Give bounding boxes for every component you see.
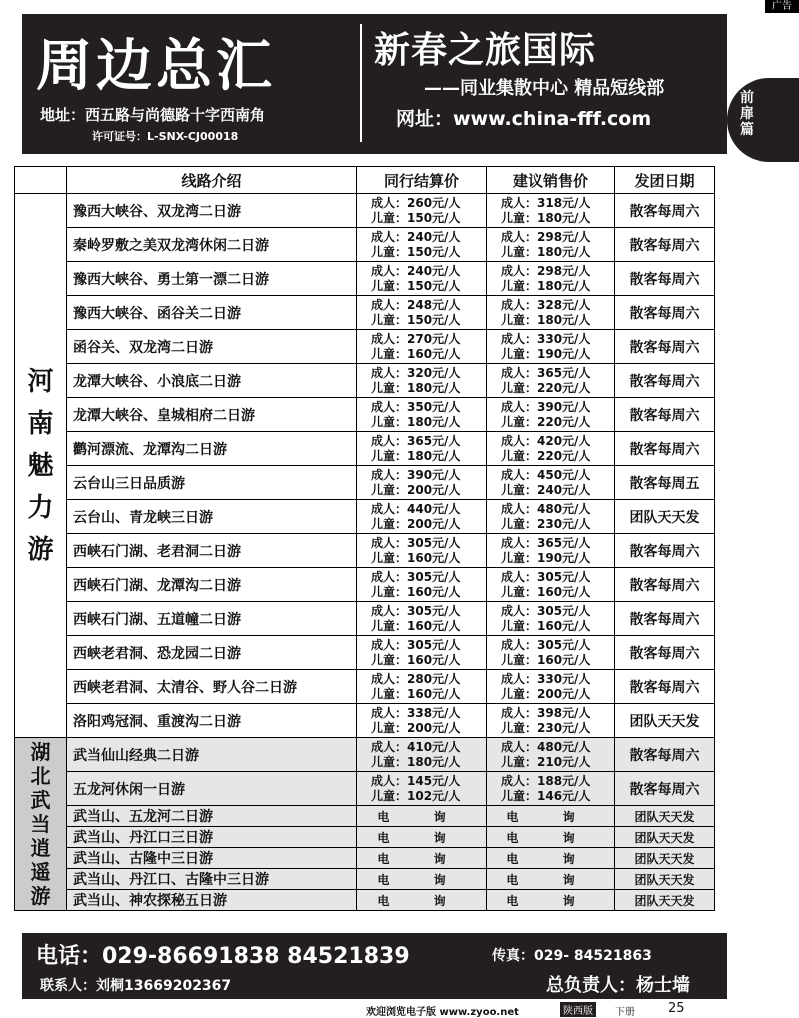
general-manager: 总负责人：杨士墙 [546, 975, 690, 996]
table-row [15, 228, 715, 262]
agent-price-adult: 成人：145元/人 [371, 773, 461, 788]
route-name: 西峡石门湖、龙潭沟二日游 [67, 568, 357, 602]
table-row [15, 890, 715, 911]
route-name: 西峡石门湖、五道幢二日游 [67, 602, 357, 636]
depart-schedule: 团队天天发 [615, 827, 715, 848]
retail-price-adult: 成人：330元/人 [501, 671, 591, 686]
depart-schedule: 散客每周六 [615, 398, 715, 432]
table-row [15, 848, 715, 869]
agent-price-child: 儿童：160元/人 [371, 618, 461, 633]
agent-price [357, 398, 487, 432]
agent-price-inquiry: 电 询 [357, 806, 487, 827]
route-name: 武当仙山经典二日游 [67, 738, 357, 772]
agent-price-child: 儿童：150元/人 [371, 210, 461, 225]
retail-price-child: 儿童：190元/人 [501, 550, 591, 565]
agent-price [357, 738, 487, 772]
depart-schedule: 团队天天发 [615, 890, 715, 911]
section-side-tab [727, 78, 799, 162]
route-name: 龙潭大峡谷、皇城相府二日游 [67, 398, 357, 432]
retail-price-adult: 成人：480元/人 [501, 501, 591, 516]
table-row [15, 738, 715, 772]
agent-price-child: 儿童：200元/人 [371, 720, 461, 735]
retail-price-child: 儿童：180元/人 [501, 278, 591, 293]
retail-price-child: 儿童：160元/人 [501, 584, 591, 599]
header-agent-price: 同行结算价 [357, 167, 487, 194]
route-table [14, 166, 715, 911]
retail-price [487, 296, 615, 330]
header-depart: 发团日期 [615, 167, 715, 194]
table-row [15, 194, 715, 228]
depart-schedule: 团队天天发 [615, 806, 715, 827]
volume-label: 下册 [615, 1007, 635, 1018]
retail-price-inquiry: 电 询 [487, 890, 615, 911]
retail-price-adult: 成人：420元/人 [501, 433, 591, 448]
retail-price-inquiry: 电 询 [487, 869, 615, 890]
agent-price [357, 704, 487, 738]
brand-title: 周边总汇 [36, 33, 276, 99]
agent-price-child: 儿童：200元/人 [371, 516, 461, 531]
retail-price-adult: 成人：328元/人 [501, 297, 591, 312]
retail-price [487, 228, 615, 262]
website: 网址：www.china-fff.com [396, 108, 652, 130]
agent-price-child: 儿童：160元/人 [371, 686, 461, 701]
table-row [15, 262, 715, 296]
retail-price [487, 636, 615, 670]
retail-price [487, 568, 615, 602]
table-row [15, 330, 715, 364]
agent-price-child: 儿童：180元/人 [371, 414, 461, 429]
route-name: 西峡老君洞、恐龙园二日游 [67, 636, 357, 670]
agent-price-child: 儿童：160元/人 [371, 550, 461, 565]
depart-schedule: 散客每周六 [615, 194, 715, 228]
route-name: 武当山、丹江口、古隆中三日游 [67, 869, 357, 890]
agent-price-child: 儿童：180元/人 [371, 754, 461, 769]
retail-price-adult: 成人：365元/人 [501, 535, 591, 550]
table-row [15, 534, 715, 568]
retail-price-adult: 成人：305元/人 [501, 569, 591, 584]
agency-tagline: ——同业集散中心 精品短线部 [424, 78, 665, 99]
retail-price-child: 儿童：220元/人 [501, 380, 591, 395]
agent-price-adult: 成人：320元/人 [371, 365, 461, 380]
depart-schedule: 散客每周六 [615, 738, 715, 772]
retail-price-child: 儿童：230元/人 [501, 720, 591, 735]
agent-price-child: 儿童：180元/人 [371, 380, 461, 395]
side-tab-label: 前扉篇 [740, 90, 754, 138]
retail-price [487, 738, 615, 772]
retail-price-child: 儿童：180元/人 [501, 312, 591, 327]
agent-price [357, 262, 487, 296]
retail-price-child: 儿童：230元/人 [501, 516, 591, 531]
agent-price [357, 568, 487, 602]
edition-badge: 陕西版 [560, 1002, 596, 1017]
agent-price-child: 儿童：200元/人 [371, 482, 461, 497]
agent-price-child: 儿童：150元/人 [371, 244, 461, 259]
agent-price-inquiry: 电 询 [357, 827, 487, 848]
agent-price-child: 儿童：160元/人 [371, 346, 461, 361]
depart-schedule: 散客每周六 [615, 432, 715, 466]
depart-schedule: 散客每周六 [615, 228, 715, 262]
header-retail-price: 建议销售价 [487, 167, 615, 194]
depart-schedule: 团队天天发 [615, 704, 715, 738]
agent-price [357, 602, 487, 636]
table-row [15, 296, 715, 330]
route-name: 武当山、神农探秘五日游 [67, 890, 357, 911]
retail-price-adult: 成人：298元/人 [501, 263, 591, 278]
page-number: 25 [668, 1001, 685, 1016]
region-name: 河南魅力游 [27, 366, 54, 565]
depart-schedule: 散客每周六 [615, 534, 715, 568]
license-number: 许可证号：L-SNX-CJ00018 [92, 130, 239, 143]
table-row [15, 772, 715, 806]
fax-number: 传真：029- 84521863 [492, 948, 652, 964]
agent-price [357, 466, 487, 500]
agent-price-adult: 成人：305元/人 [371, 603, 461, 618]
agent-price [357, 228, 487, 262]
route-name: 武当山、丹江口三日游 [67, 827, 357, 848]
agent-price [357, 364, 487, 398]
retail-price [487, 364, 615, 398]
route-name: 豫西大峡谷、函谷关二日游 [67, 296, 357, 330]
route-name: 洛阳鸡冠洞、重渡沟二日游 [67, 704, 357, 738]
agent-price-adult: 成人：440元/人 [371, 501, 461, 516]
agent-price-child: 儿童：150元/人 [371, 312, 461, 327]
retail-price-adult: 成人：390元/人 [501, 399, 591, 414]
contact-person: 联系人：刘桐13669202367 [40, 978, 232, 994]
agent-price-adult: 成人：248元/人 [371, 297, 461, 312]
retail-price [487, 432, 615, 466]
route-name: 五龙河休闲一日游 [67, 772, 357, 806]
agent-price-child: 儿童：150元/人 [371, 278, 461, 293]
depart-schedule: 散客每周六 [615, 364, 715, 398]
route-name: 秦岭罗敷之美双龙湾休闲二日游 [67, 228, 357, 262]
agent-price-child: 儿童：160元/人 [371, 652, 461, 667]
retail-price [487, 772, 615, 806]
retail-price [487, 670, 615, 704]
agent-price-adult: 成人：240元/人 [371, 263, 461, 278]
retail-price [487, 398, 615, 432]
agent-price [357, 432, 487, 466]
retail-price [487, 330, 615, 364]
agent-price-adult: 成人：305元/人 [371, 535, 461, 550]
agent-price-adult: 成人：390元/人 [371, 467, 461, 482]
table-row [15, 806, 715, 827]
retail-price-adult: 成人：298元/人 [501, 229, 591, 244]
table-row [15, 466, 715, 500]
retail-price-child: 儿童：220元/人 [501, 414, 591, 429]
retail-price-adult: 成人：305元/人 [501, 603, 591, 618]
retail-price-child: 儿童：220元/人 [501, 448, 591, 463]
agent-price-adult: 成人：365元/人 [371, 433, 461, 448]
retail-price-adult: 成人：398元/人 [501, 705, 591, 720]
retail-price-child: 儿童：200元/人 [501, 686, 591, 701]
retail-price-adult: 成人：450元/人 [501, 467, 591, 482]
retail-price-child: 儿童：180元/人 [501, 244, 591, 259]
depart-schedule: 散客每周六 [615, 602, 715, 636]
retail-price [487, 500, 615, 534]
agent-price-adult: 成人：305元/人 [371, 569, 461, 584]
retail-price [487, 534, 615, 568]
bottom-site: 欢迎浏览电子版 www.zyoo.net [366, 1007, 519, 1018]
agent-price [357, 500, 487, 534]
region-label [15, 194, 67, 738]
agent-price-adult: 成人：280元/人 [371, 671, 461, 686]
route-name: 武当山、古隆中三日游 [67, 848, 357, 869]
agent-price [357, 296, 487, 330]
footer-banner [22, 933, 727, 999]
header-blank [15, 167, 67, 194]
agent-price-child: 儿童：102元/人 [371, 788, 461, 803]
route-name: 西峡石门湖、老君洞二日游 [67, 534, 357, 568]
depart-schedule: 散客每周六 [615, 568, 715, 602]
route-name: 西峡老君洞、太清谷、野人谷二日游 [67, 670, 357, 704]
retail-price-child: 儿童：210元/人 [501, 754, 591, 769]
top-strip [0, 0, 799, 12]
retail-price-adult: 成人：188元/人 [501, 773, 591, 788]
agent-price-adult: 成人：260元/人 [371, 195, 461, 210]
agent-price-adult: 成人：270元/人 [371, 331, 461, 346]
retail-price [487, 704, 615, 738]
bottom-bar [0, 1001, 799, 1017]
agent-price [357, 636, 487, 670]
address: 地址：西五路与尚德路十字西南角 [40, 106, 266, 124]
agent-price-inquiry: 电 询 [357, 848, 487, 869]
agent-price-child: 儿童：160元/人 [371, 584, 461, 599]
retail-price-inquiry: 电 询 [487, 848, 615, 869]
agent-price-inquiry: 电 询 [357, 869, 487, 890]
retail-price-child: 儿童：160元/人 [501, 618, 591, 633]
depart-schedule: 团队天天发 [615, 500, 715, 534]
table-header-row [15, 167, 715, 194]
agent-price [357, 772, 487, 806]
retail-price-adult: 成人：330元/人 [501, 331, 591, 346]
agent-price-inquiry: 电 询 [357, 890, 487, 911]
agency-name: 新春之旅国际 [374, 30, 597, 71]
depart-schedule: 团队天天发 [615, 848, 715, 869]
agent-price [357, 330, 487, 364]
agent-price [357, 670, 487, 704]
region-label [15, 738, 67, 911]
header-divider [360, 24, 362, 142]
table-row [15, 500, 715, 534]
depart-schedule: 团队天天发 [615, 869, 715, 890]
route-name: 云台山三日品质游 [67, 466, 357, 500]
header-route: 线路介绍 [67, 167, 357, 194]
retail-price [487, 262, 615, 296]
header-banner [22, 14, 727, 154]
route-name: 豫西大峡谷、勇士第一漂二日游 [67, 262, 357, 296]
depart-schedule: 散客每周六 [615, 296, 715, 330]
route-name: 武当山、五龙河二日游 [67, 806, 357, 827]
region-name: 湖北武当逍遥游 [30, 740, 51, 908]
retail-price-inquiry: 电 询 [487, 806, 615, 827]
agent-price [357, 194, 487, 228]
retail-price [487, 194, 615, 228]
retail-price-adult: 成人：365元/人 [501, 365, 591, 380]
agent-price-child: 儿童：180元/人 [371, 448, 461, 463]
table-row [15, 398, 715, 432]
depart-schedule: 散客每周六 [615, 670, 715, 704]
retail-price-child: 儿童：160元/人 [501, 652, 591, 667]
phone-number: 电话：029-86691838 84521839 [36, 944, 410, 969]
table-row [15, 602, 715, 636]
table-row [15, 704, 715, 738]
agent-price [357, 534, 487, 568]
agent-price-adult: 成人：240元/人 [371, 229, 461, 244]
route-table-wrapper [14, 166, 714, 928]
agent-price-adult: 成人：305元/人 [371, 637, 461, 652]
depart-schedule: 散客每周五 [615, 466, 715, 500]
retail-price-child: 儿童：146元/人 [501, 788, 591, 803]
ad-tag: 广告 [765, 0, 799, 13]
retail-price [487, 466, 615, 500]
depart-schedule: 散客每周六 [615, 772, 715, 806]
retail-price-child: 儿童：240元/人 [501, 482, 591, 497]
route-name: 鹳河漂流、龙潭沟二日游 [67, 432, 357, 466]
agent-price-adult: 成人：350元/人 [371, 399, 461, 414]
table-row [15, 636, 715, 670]
route-name: 豫西大峡谷、双龙湾二日游 [67, 194, 357, 228]
depart-schedule: 散客每周六 [615, 330, 715, 364]
retail-price-adult: 成人：318元/人 [501, 195, 591, 210]
table-row [15, 827, 715, 848]
table-row [15, 670, 715, 704]
retail-price-inquiry: 电 询 [487, 827, 615, 848]
retail-price [487, 602, 615, 636]
route-name: 龙潭大峡谷、小浪底二日游 [67, 364, 357, 398]
retail-price-child: 儿童：190元/人 [501, 346, 591, 361]
table-row [15, 432, 715, 466]
agent-price-adult: 成人：410元/人 [371, 739, 461, 754]
retail-price-adult: 成人：305元/人 [501, 637, 591, 652]
table-row [15, 364, 715, 398]
depart-schedule: 散客每周六 [615, 636, 715, 670]
retail-price-adult: 成人：480元/人 [501, 739, 591, 754]
route-name: 云台山、青龙峡三日游 [67, 500, 357, 534]
table-row [15, 568, 715, 602]
depart-schedule: 散客每周六 [615, 262, 715, 296]
retail-price-child: 儿童：180元/人 [501, 210, 591, 225]
agent-price-adult: 成人：338元/人 [371, 705, 461, 720]
route-name: 函谷关、双龙湾二日游 [67, 330, 357, 364]
table-row [15, 869, 715, 890]
